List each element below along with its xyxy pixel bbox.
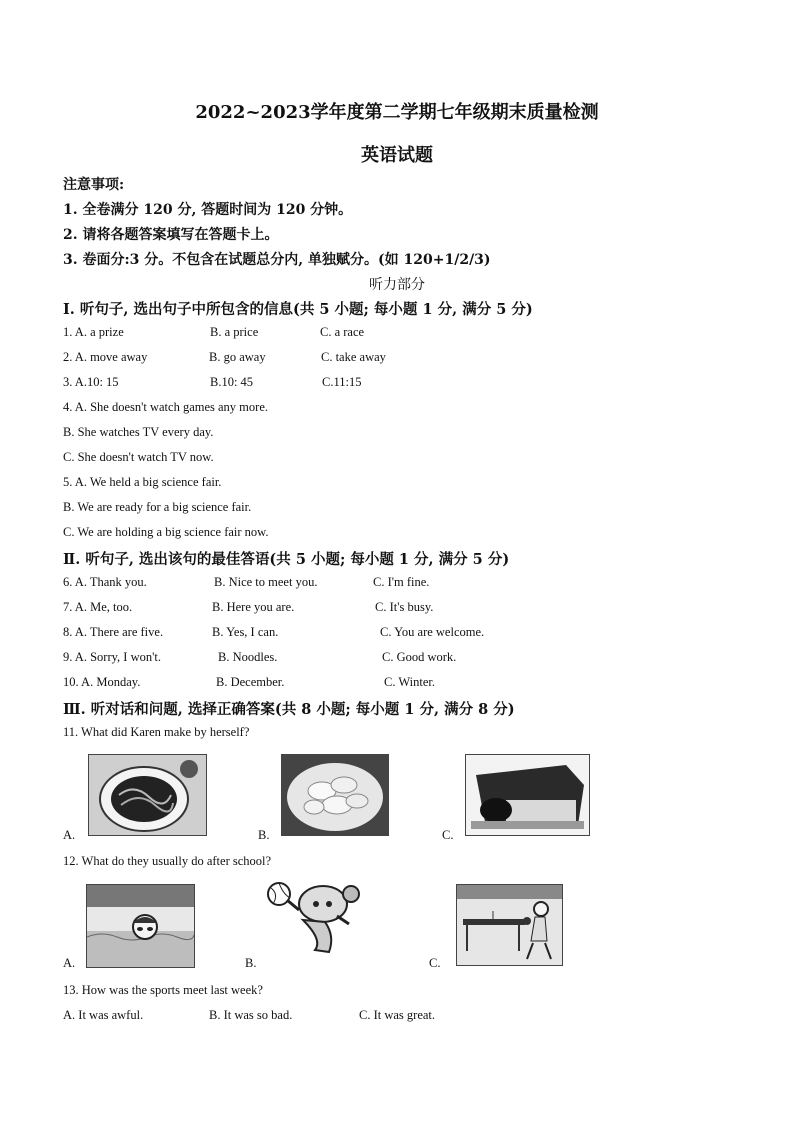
section-heading: I. 听句子, 选出句子中所包含的信息(共 5 小题; 每小题 1 分, 满分 5 分) — [63, 301, 533, 318]
option: A. It was awful. — [63, 1008, 144, 1022]
option: 2. A. move away — [63, 350, 148, 364]
section-heading: Ⅲ. 听对话和问题, 选择正确答案(共 8 小题; 每小题 1 分, 满分 8 分) — [63, 701, 515, 718]
ping-pong-image — [456, 884, 563, 966]
option: 6. A. Thank you. — [63, 575, 147, 589]
option: C. I'm fine. — [373, 575, 430, 589]
cake-image — [465, 754, 590, 836]
option: C. She doesn't watch TV now. — [63, 450, 214, 464]
exam-title: 2022~2023学年度第二学期七年级期末质量检测 — [195, 102, 599, 123]
option-label: C. — [429, 956, 441, 970]
dumplings-image — [281, 754, 389, 836]
option-label: C. — [442, 828, 454, 842]
option: C. Winter. — [384, 675, 436, 689]
option: 9. A. Sorry, I won't. — [63, 650, 161, 664]
volleyball-image — [263, 880, 365, 962]
option: C. It's busy. — [375, 600, 434, 614]
option: B. Here you are. — [212, 600, 295, 614]
option-label: A. — [63, 828, 76, 842]
exam-subtitle: 英语试题 — [361, 145, 433, 166]
option: 8. A. There are five. — [63, 625, 164, 639]
part-title: 听力部分 — [369, 277, 425, 293]
option: C. You are welcome. — [380, 625, 485, 639]
note-item: 3. 卷面分:3 分。不包含在试题总分内, 单独赋分。(如 120+1/2/3) — [63, 252, 491, 268]
option: B. Nice to meet you. — [214, 575, 318, 589]
option: B. go away — [209, 350, 266, 364]
option: C. take away — [321, 350, 386, 364]
option: 10. A. Monday. — [63, 675, 141, 689]
option: B. a price — [210, 325, 259, 339]
question-text: 12. What do they usually do after school? — [63, 854, 272, 868]
option: B.10: 45 — [210, 375, 254, 389]
option: 1. A. a prize — [63, 325, 124, 339]
swimming-image — [86, 884, 195, 968]
option-label: A. — [63, 956, 76, 970]
option: C. Good work. — [382, 650, 457, 664]
option: C. It was great. — [359, 1008, 436, 1022]
option: C. a race — [320, 325, 365, 339]
option: C.11:15 — [322, 375, 362, 389]
option-label: B. — [258, 828, 270, 842]
question-text: 13. How was the sports meet last week? — [63, 983, 263, 997]
note-item: 2. 请将各题答案填写在答题卡上。 — [63, 227, 279, 243]
option: 3. A.10: 15 — [63, 375, 119, 389]
option: 4. A. She doesn't watch games any more. — [63, 400, 268, 414]
option: B. December. — [216, 675, 285, 689]
option: B. It was so bad. — [209, 1008, 293, 1022]
section-heading: Ⅱ. 听句子, 选出该句的最佳答语(共 5 小题; 每小题 1 分, 满分 5 分) — [63, 551, 510, 568]
question-text: 11. What did Karen make by herself? — [63, 725, 250, 739]
option: B. We are ready for a big science fair. — [63, 500, 252, 514]
notes-heading: 注意事项: — [63, 177, 125, 193]
option: C. We are holding a big science fair now. — [63, 525, 269, 539]
option-label: B. — [245, 956, 257, 970]
option: B. Noodles. — [218, 650, 278, 664]
option: B. She watches TV every day. — [63, 425, 214, 439]
option: B. Yes, I can. — [212, 625, 279, 639]
option: 5. A. We held a big science fair. — [63, 475, 222, 489]
note-item: 1. 全卷满分 120 分, 答题时间为 120 分钟。 — [63, 202, 353, 218]
option: 7. A. Me, too. — [63, 600, 133, 614]
noodles-image — [88, 754, 207, 836]
